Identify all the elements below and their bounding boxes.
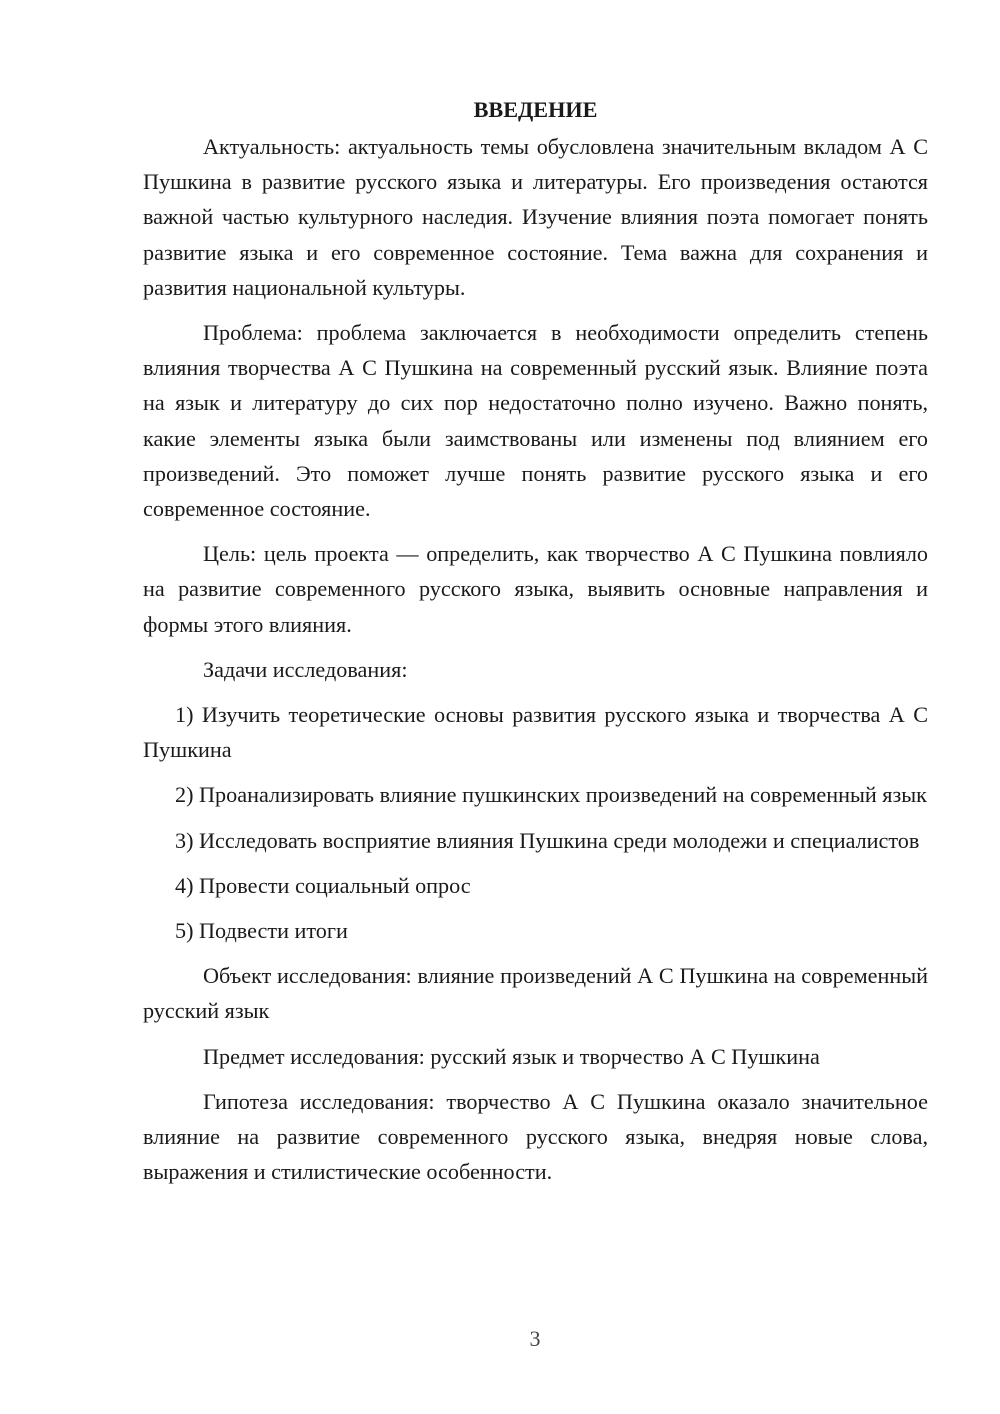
task-item-2: 2) Проанализировать влияние пушкинских произведений на современный язык <box>175 782 927 808</box>
problem-paragraph: Проблема: проблема заключается в необходимости определить степень влияния творчества А С Пушкина на современный русский язык. Влияние поэта на язык и литературу до сих пор недостаточно полно изучено. Важно понять, какие элементы языка были заимствованы или изменены под влиянием его произведений. Это поможет лучше понять развитие русского языка и его современное состояние. <box>143 320 928 522</box>
task-item-4: 4) Провести социальный опрос <box>175 872 471 898</box>
section-heading: ВВЕДЕНИЕ <box>473 97 598 122</box>
task-item-3: 3) Исследовать восприятие влияния Пушкина среди молодежи и специалистов <box>175 827 920 853</box>
document-page <box>143 92 928 1189</box>
goal-paragraph: Цель: цель проекта — определить, как творчество А С Пушкина повлияло на развитие современного русского языка, выявить основные направления и формы этого влияния. <box>143 541 928 637</box>
page-number: 3 <box>529 1326 541 1351</box>
tasks-heading: Задачи исследования: <box>203 656 408 682</box>
hypothesis-paragraph: Гипотеза исследования: творчество А С Пушкина оказало значительное влияние на развитие современного русского языка, внедряя новые слова, выражения и стилистические особенности. <box>143 1088 928 1185</box>
subject-paragraph: Предмет исследования: русский язык и творчество А С Пушкина <box>203 1043 820 1069</box>
object-paragraph: Объект исследования: влияние произведений А С Пушкина на современный русский язык <box>143 963 928 1024</box>
relevance-paragraph: Актуальность: актуальность темы обусловлена значительным вкладом А С Пушкина в развитие русского языка и литературы. Его произведения остаются важной частью культурного наследия. Изучение влияния поэта помогает понять развитие языка и его современное состояние. Тема важна для сохранения и развития национальной культуры. <box>143 134 928 300</box>
task-item-5: 5) Подвести итоги <box>175 918 348 944</box>
task-item-1: 1) Изучить теоретические основы развития русского языка и творчества А С Пушкина <box>143 702 928 763</box>
